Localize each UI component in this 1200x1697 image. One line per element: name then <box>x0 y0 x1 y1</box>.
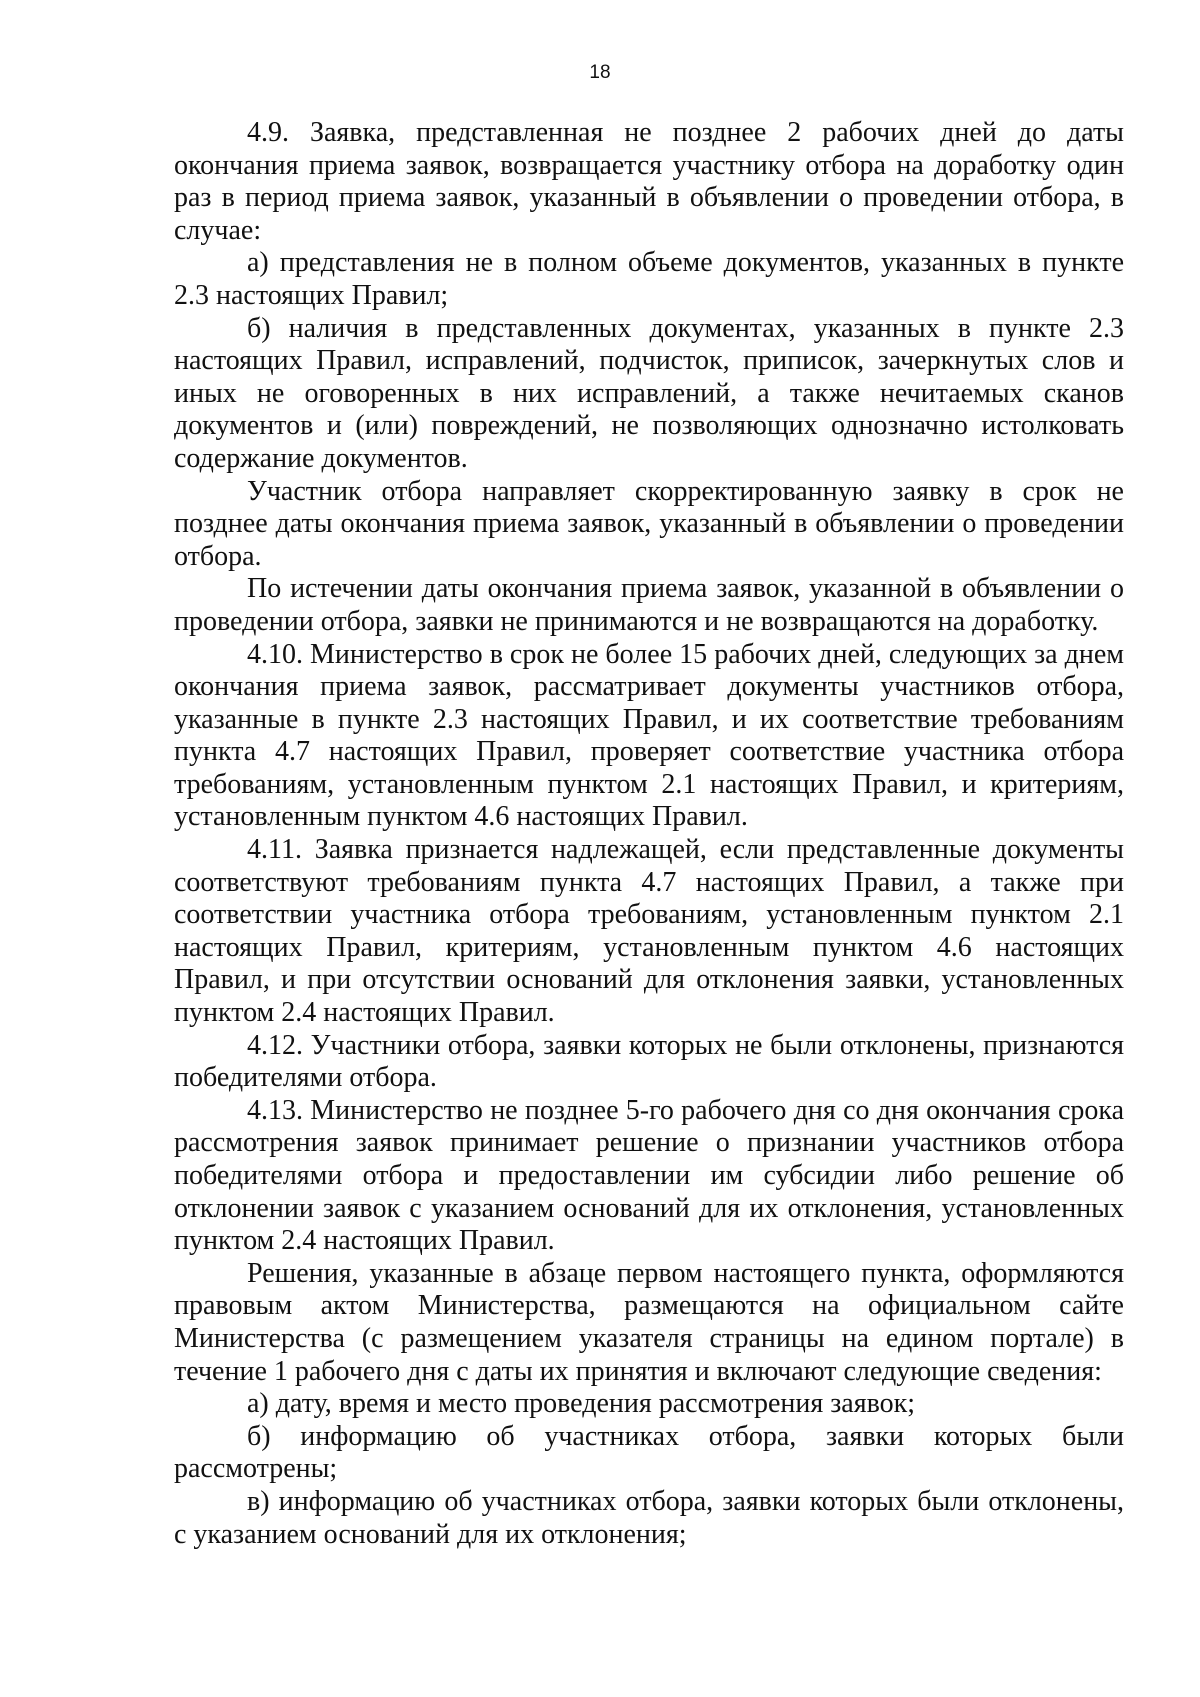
page-number: 18 <box>589 62 611 83</box>
paragraph-deadline: По истечении даты окончания приема заявок, указанной в объявлении о проведении отбора, заявки не принимаются и не возвращаются на доработку. <box>174 573 1124 637</box>
paragraph-4-11: 4.11. Заявка признается надлежащей, если представленные документы соответствуют требованиям пункта 4.7 настоящих Правил, а также при соответствии участника отбора требованиям, установленным пунктом 2.1 настоящих Правил, критериям, установленным пунктом 4.6 настоящих Правил, и при отсутствии оснований для отклонения заявки, установленных пунктом 2.4 настоящих Правил. <box>174 834 1124 1029</box>
paragraph-4-9-a: а) представления не в полном объеме документов, указанных в пункте 2.3 настоящих Правил; <box>174 247 1124 311</box>
paragraph-4-9-b: б) наличия в представленных документах, указанных в пункте 2.3 настоящих Правил, исправлений, подчисток, приписок, зачеркнутых слов и иных не оговоренных в них исправлений, а также нечитаемых сканов документов и (или) повреждений, не позволяющих однозначно истолковать содержание документов. <box>174 312 1124 474</box>
document-body <box>174 117 1124 1551</box>
paragraph-decisions-c: в) информацию об участниках отбора, заявки которых были отклонены, с указанием оснований для их отклонения; <box>174 1485 1124 1550</box>
paragraph-4-9: 4.9. Заявка, представленная не позднее 2 рабочих дней до даты окончания приема заявок, возвращается участнику отбора на доработку один раз в период приема заявок, указанный в объявлении о проведении отбора, в случае: <box>174 117 1124 246</box>
paragraph-decisions-b: б) информацию об участниках отбора, заявки которых были рассмотрены; <box>174 1420 1124 1485</box>
paragraph-decisions: Решения, указанные в абзаце первом настоящего пункта, оформляются правовым актом Министерства, размещаются на официальном сайте Министерства (с размещением указателя страницы на едином портале) в течение 1 рабочего дня с даты их принятия и включают следующие сведения: <box>174 1257 1124 1387</box>
paragraph-4-10: 4.10. Министерство в срок не более 15 рабочих дней, следующих за днем окончания приема заявок, рассматривает документы участников отбора, указанные в пункте 2.3 настоящих Правил, и их соответствие требованиям пункта 4.7 настоящих Правил, проверяет соответствие участника отбора требованиям, установленным пунктом 2.1 настоящих Правил, и критериям, установленным пунктом 4.6 настоящих Правил. <box>174 638 1124 833</box>
paragraph-resubmission: Участник отбора направляет скорректированную заявку в срок не позднее даты окончания приема заявок, указанный в объявлении о проведении отбора. <box>174 475 1124 572</box>
paragraph-decisions-a: а) дату, время и место проведения рассмотрения заявок; <box>247 1388 916 1420</box>
paragraph-4-12: 4.12. Участники отбора, заявки которых не были отклонены, признаются победителями отбора. <box>174 1029 1124 1094</box>
paragraph-4-13: 4.13. Министерство не позднее 5-го рабочего дня со дня окончания срока рассмотрения заявок принимает решение о признании участников отбора победителями отбора и предоставлении им субсидии либо решение об отклонении заявок с указанием оснований для их отклонения, установленных пунктом 2.4 настоящих Правил. <box>174 1094 1124 1257</box>
